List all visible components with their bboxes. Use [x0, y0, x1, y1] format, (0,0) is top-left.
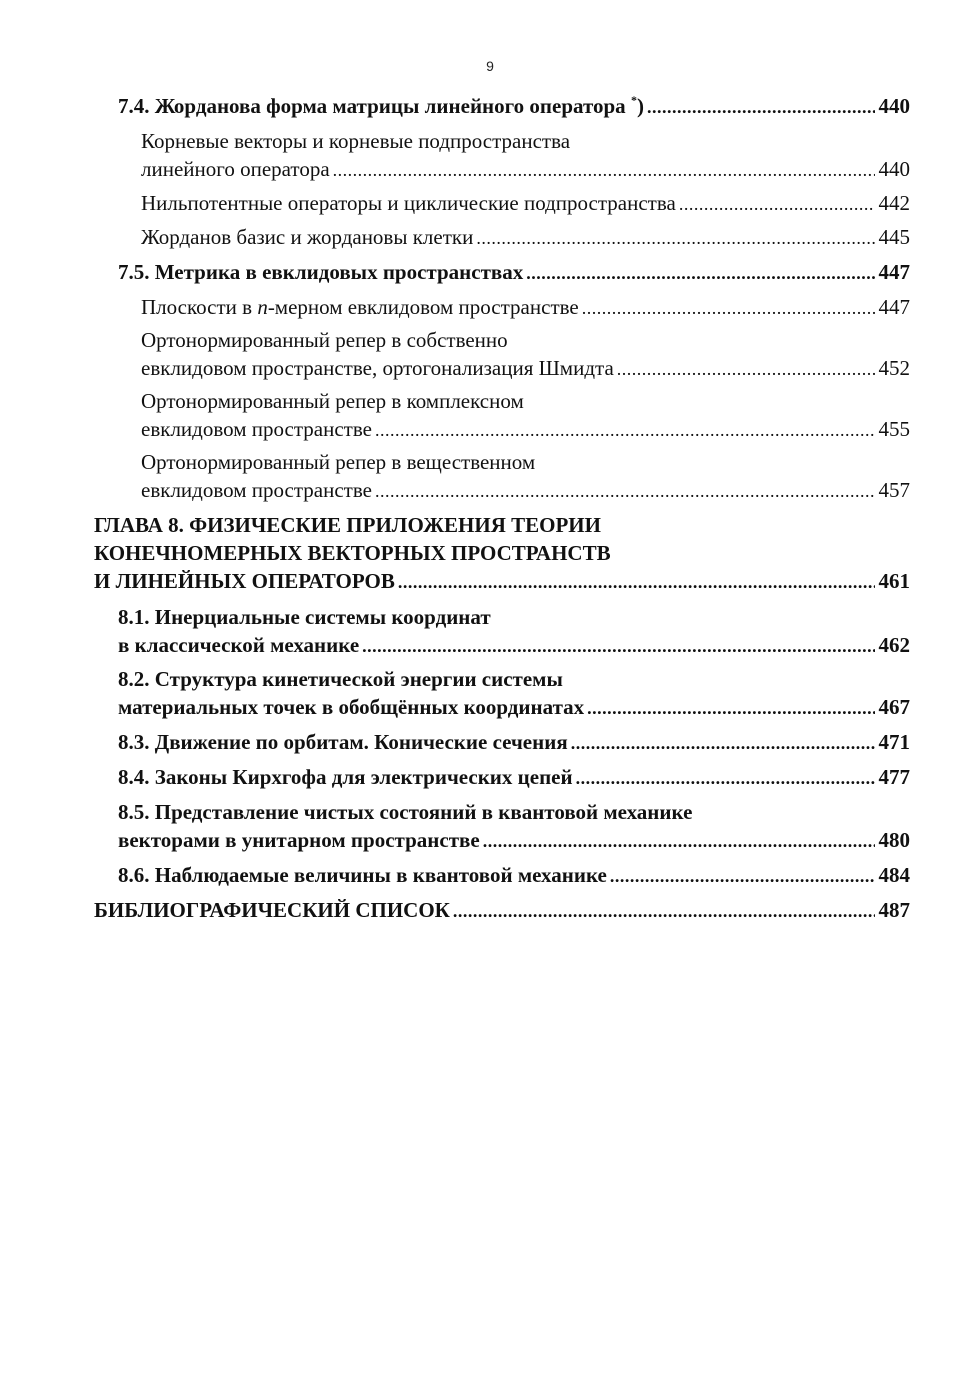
page-number: 9 [486, 58, 494, 74]
toc-entry-title: 7.5. Метрика в евклидовых пространствах [118, 260, 524, 284]
toc-page-number: 471 [878, 730, 910, 754]
toc-entry-8-2[interactable] [118, 665, 910, 722]
toc-entry-title-line1: Корневые векторы и корневые подпространства [141, 129, 571, 153]
toc-entry-7-5[interactable] [118, 258, 910, 287]
toc-entry-title-line1: 8.2. Структура кинетической энергии системы [118, 667, 563, 691]
dot-leader [476, 224, 874, 252]
toc-entry-title-line2: материальных точек в обобщённых координатах [118, 695, 585, 719]
toc-entry-title-line1: ГЛАВА 8. ФИЗИЧЕСКИЕ ПРИЛОЖЕНИЯ ТЕОРИИ [94, 513, 601, 537]
toc-page-number: 447 [878, 260, 910, 284]
dot-leader [679, 190, 875, 218]
dot-leader [647, 93, 875, 121]
dot-leader [571, 729, 875, 757]
toc-page-number: 484 [878, 863, 910, 887]
toc-entry-8-4[interactable] [118, 763, 910, 792]
toc-entry-title-line1: Ортонормированный репер в вещественном [141, 450, 536, 474]
toc-page-number: 440 [878, 157, 910, 181]
dot-leader [587, 694, 874, 722]
toc-page-number: 487 [878, 898, 910, 922]
toc-page-number: 480 [878, 828, 910, 852]
dot-leader [526, 259, 874, 287]
dot-leader [362, 632, 874, 660]
dot-leader [617, 355, 875, 383]
toc-entry-orthonormal-complex[interactable] [141, 387, 910, 444]
dot-leader [576, 764, 875, 792]
title-italic: n [257, 295, 268, 319]
toc-page-number: 452 [878, 356, 910, 380]
toc-page-number: 461 [878, 569, 910, 593]
dot-leader [453, 897, 875, 925]
dot-leader [483, 827, 875, 855]
toc-entry-title-line1: Ортонормированный репер в комплексном [141, 389, 524, 413]
toc-entry-planes[interactable] [141, 293, 910, 322]
toc-page-number: 477 [878, 765, 910, 789]
dot-leader [333, 156, 875, 184]
toc-entry-title-line1: 8.1. Инерциальные системы координат [118, 605, 491, 629]
table-of-contents [0, 92, 980, 925]
toc-entry-title-line2: линейного оператора [141, 157, 330, 181]
toc-entry-title-line2: евклидовом пространстве [141, 478, 372, 502]
toc-entry-title-line2: векторами в унитарном пространстве [118, 828, 480, 852]
toc-entry-7-4[interactable] [118, 92, 910, 121]
toc-entry-8-6[interactable] [118, 861, 910, 890]
toc-entry-title: БИБЛИОГРАФИЧЕСКИЙ СПИСОК [94, 898, 450, 922]
toc-page-number: 455 [878, 417, 910, 441]
toc-page-number: 467 [878, 695, 910, 719]
toc-entry-8-3[interactable] [118, 728, 910, 757]
title-suffix: -мерном евклидовом пространстве [267, 295, 579, 319]
toc-entry-title-line1: 8.5. Представление чистых состояний в квантовой механике [118, 800, 693, 824]
toc-entry-chapter-8[interactable] [94, 511, 910, 596]
toc-entry-title: Нильпотентные операторы и циклические подпространства [141, 191, 676, 215]
toc-page-number: 440 [878, 94, 910, 118]
dot-leader [398, 568, 875, 596]
toc-entry-8-5[interactable] [118, 798, 910, 855]
toc-entry-title: 7.4. Жорданова форма матрицы линейного оператора [118, 94, 626, 118]
toc-entry-nilpotent[interactable] [141, 189, 910, 218]
toc-entry-title-line2: в классической механике [118, 633, 360, 657]
toc-page-number: 445 [878, 225, 910, 249]
toc-entry-title: Жорданов базис и жордановы клетки [141, 225, 474, 249]
toc-entry-root-vectors[interactable] [141, 127, 910, 184]
title-prefix: Плоскости в [141, 295, 258, 319]
toc-page-number: 457 [878, 478, 910, 502]
toc-entry-title: 8.3. Движение по орбитам. Конические сечения [118, 730, 568, 754]
footnote-marker: * [630, 93, 637, 107]
dot-leader [375, 416, 875, 444]
toc-entry-jordan-basis[interactable] [141, 223, 910, 252]
title-tail: ) [636, 94, 644, 118]
toc-page-number: 447 [878, 295, 910, 319]
toc-page-number: 442 [878, 191, 910, 215]
toc-entry-title: 8.6. Наблюдаемые величины в квантовой механике [118, 863, 607, 887]
dot-leader [610, 862, 875, 890]
toc-entry-title-line2: евклидовом пространстве, ортогонализация Шмидта [141, 356, 614, 380]
toc-entry-title-line3: И ЛИНЕЙНЫХ ОПЕРАТОРОВ [94, 569, 395, 593]
toc-entry-title-line2: евклидовом пространстве [141, 417, 372, 441]
dot-leader [582, 294, 875, 322]
toc-entry-orthonormal-real[interactable] [141, 448, 910, 505]
toc-page-number: 462 [878, 633, 910, 657]
dot-leader [375, 477, 875, 505]
toc-entry-title-line1: Ортонормированный репер в собственно [141, 328, 508, 352]
toc-entry-orthonormal-proper[interactable] [141, 326, 910, 383]
toc-entry-8-1[interactable] [118, 603, 910, 660]
toc-entry-bibliography[interactable] [94, 896, 910, 925]
toc-entry-title: 8.4. Законы Кирхгофа для электрических цепей [118, 765, 573, 789]
toc-entry-title-line2: КОНЕЧНОМЕРНЫХ ВЕКТОРНЫХ ПРОСТРАНСТВ [94, 541, 611, 565]
